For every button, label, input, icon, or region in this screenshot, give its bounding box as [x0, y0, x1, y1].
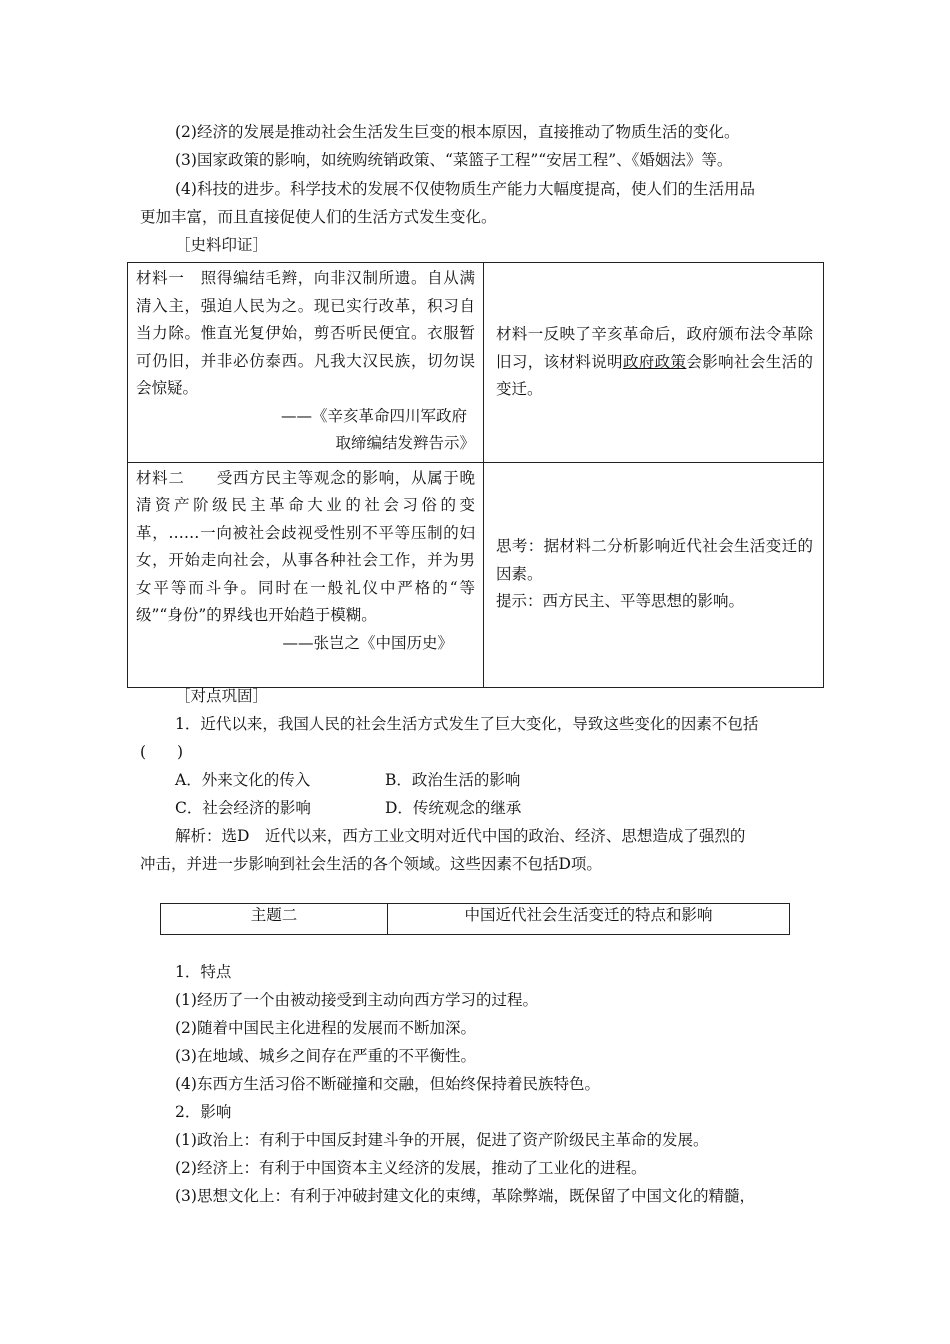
impact-item: (1)政治上：有利于中国反封建斗争的开展，促进了资产阶级民主革命的发展。 [175, 1131, 709, 1149]
impact-heading: 2．影响 [175, 1103, 232, 1121]
material-1-source-1: ——《辛亥革命四川军政府 [280, 406, 467, 425]
question-1-bracket: ( ) [140, 743, 184, 761]
section-label-historical-evidence: ［史料印证］ [175, 236, 269, 254]
paragraph-economy: (2)经济的发展是推动社会生活发生巨变的根本原因，直接推动了物质生活的变化。 [175, 123, 740, 141]
paragraph-policy: (3)国家政策的影响，如统购统销政策、“菜篮子工程”“安居工程”、《婚姻法》等。 [175, 151, 733, 169]
paragraph-technology-1: (4)科技的进步。科学技术的发展不仅使物质生产能力大幅度提高，使人们的生活用品 [175, 180, 755, 198]
analysis-text-pre: 材料一反映了辛亥革命后，政府颁布法令革除旧习，该材料说明 [496, 325, 813, 371]
material-2-hint: 提示：西方民主、平等思想的影响。 [496, 592, 745, 611]
feature-item: (1)经历了一个由被动接受到主动向西方学习的过程。 [175, 991, 538, 1009]
option-d: D．传统观念的继承 [385, 799, 522, 817]
analysis-text-post: 会影响社会生活的变迁。 [496, 352, 813, 398]
material-1-text: 材料一 照得编结毛辫，向非汉制所遗。自从满清入主，强迫人民为之。现已实行改革，积习自当力除。惟直光复伊始，剪否听民便宜。衣服暂可仍旧，并非必仿泰西。凡我大汉民族，切勿误会惊疑。 [136, 269, 475, 397]
topic-title: 中国近代社会生活变迁的特点和影响 [388, 904, 790, 935]
material-row-2 [128, 462, 824, 687]
answer-explanation-1: 解析：选D 近代以来，西方工业文明对近代中国的政治、经济、思想造成了强烈的 [175, 827, 746, 845]
material-2-source: ——张岂之《中国历史》 [282, 633, 453, 652]
material-1-cell [128, 263, 484, 463]
material-1-source-2: 取缔编结发辫告示》 [335, 434, 475, 452]
features-heading: 1．特点 [175, 963, 232, 981]
topic-header-table [160, 903, 790, 935]
analysis-keyword-underlined: 政府政策 [622, 352, 687, 371]
materials-table [127, 262, 824, 688]
impact-item: (3)思想文化上：有利于冲破封建文化的束缚，革除弊端，既保留了中国文化的精髓， [175, 1187, 755, 1205]
feature-item: (4)东西方生活习俗不断碰撞和交融，但始终保持着民族特色。 [175, 1075, 600, 1093]
material-row-1 [128, 263, 824, 463]
material-2-question-cell [484, 462, 824, 687]
material-1-analysis-cell [484, 263, 824, 463]
material-1-analysis [496, 321, 813, 404]
topic-number: 主题二 [161, 904, 388, 935]
feature-item: (2)随着中国民主化进程的发展而不断加深。 [175, 1019, 476, 1037]
option-a: A．外来文化的传入 [175, 771, 311, 789]
feature-item: (3)在地域、城乡之间存在严重的不平衡性。 [175, 1047, 476, 1065]
paragraph-technology-2: 更加丰富，而且直接促使人们的生活方式发生变化。 [140, 208, 497, 226]
question-1-stem: 1．近代以来，我国人民的社会生活方式发生了巨大变化，导致这些变化的因素不包括 [175, 715, 759, 733]
section-label-consolidation: ［对点巩固］ [175, 687, 269, 705]
material-2-text: 材料二 受西方民主等观念的影响，从属于晚清资产阶级民主革命大业的社会习俗的变革，……一向被社会歧视受性别不平等压制的妇女，开始走向社会，从事各种社会工作，并为男女平等而斗争。同时在一般礼仪中严格的“等级”“身份”的界线也开始趋于模糊。 [136, 468, 475, 624]
material-2-think: 思考：据材料二分析影响近代社会生活变迁的因素。 [496, 537, 813, 583]
impact-item: (2)经济上：有利于中国资本主义经济的发展，推动了工业化的进程。 [175, 1159, 647, 1177]
option-b: B．政治生活的影响 [385, 771, 521, 789]
answer-explanation-2: 冲击，并进一步影响到社会生活的各个领域。这些因素不包括D项。 [140, 855, 602, 873]
option-c: C．社会经济的影响 [175, 799, 311, 817]
material-2-cell [128, 462, 484, 687]
